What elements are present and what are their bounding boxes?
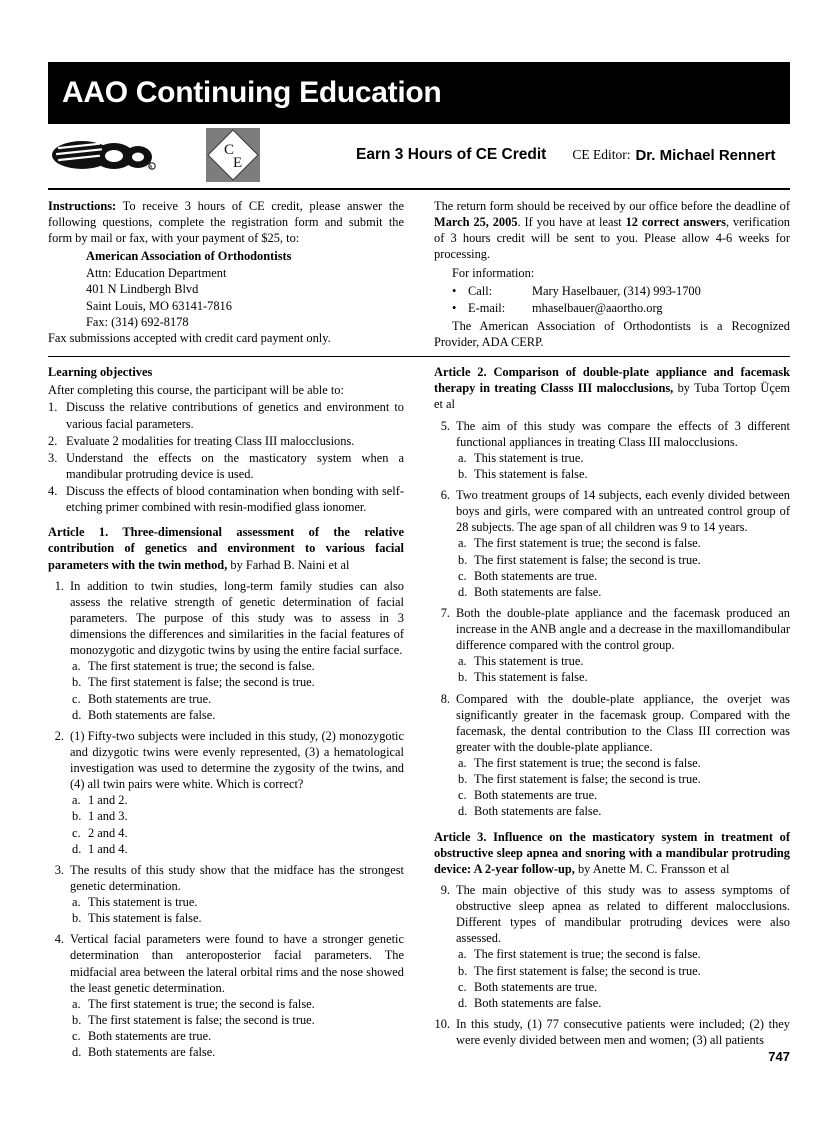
contact-value: Mary Haselbauer, (314) 993-1700 [532,283,701,298]
option-letter: b. [72,1012,82,1027]
right-column [434,364,790,1060]
returnform-column [434,198,790,350]
question-item [48,862,404,927]
svg-text:R: R [149,165,153,171]
bullet-icon: • [452,300,457,315]
objective-text: Understand the effects on the masticatory system when a mandibular protruding device is used. [66,450,404,481]
article-title-bold: Article 1. Three-dimensional assessment of the relative contribution of genetics and environment to various facial parameters with the twin method, [48,525,404,572]
option-letter: a. [72,895,81,909]
address-line: Saint Louis, MO 63141-7816 [86,298,232,313]
answer-option[interactable] [456,568,790,584]
option-letter: c. [72,825,81,840]
option-letter: c. [458,788,467,803]
option-letter: a. [72,659,81,674]
list-item [452,300,790,316]
answer-option[interactable] [456,803,790,819]
option-letter: c. [458,568,467,583]
answer-option[interactable] [70,1044,404,1060]
option-text: The first statement is true; the second is false. [88,996,315,1011]
question-number: 8. [440,691,450,706]
question-number: 10. [434,1016,450,1031]
answer-option[interactable] [70,1028,404,1044]
question-text: Compared with the double-plate appliance, the overjet was significantly greater in the facemask group. Compared with the facemask, the dental contribution to the Class III correction was greater with the double-plate appliance. [456,691,790,754]
question-number: 3. [54,862,64,877]
option-letter: d. [458,995,468,1010]
option-text: Both statements are false. [88,707,216,722]
list-item: 1. Discuss the relative contributions of genetics and environment to various facial parameters. [48,400,404,431]
article-2-title [434,364,790,412]
option-letter: b. [72,675,82,690]
page-content [48,62,790,1060]
question-item [434,691,790,820]
answer-option[interactable] [70,691,404,707]
section-divider [48,356,790,357]
question-number: 5. [440,418,450,433]
answer-option[interactable] [456,653,790,669]
answer-option[interactable] [456,979,790,995]
option-letter: d. [72,841,82,856]
question-text: The main objective of this study was to assess symptoms of obstructive sleep apnea as related to different malocclusions. Different types of mandibular protruding devices were also assessed. [456,882,790,946]
answer-option[interactable] [456,535,790,551]
option-text: This statement is true. [474,654,584,669]
aao-logo-icon [52,135,156,175]
question-text: The results of this study show that the midface has the strongest genetic determination. [70,862,404,893]
option-text: The first statement is true; the second is false. [474,536,701,551]
answer-option[interactable] [456,771,790,787]
option-text: The first statement is false; the second is true. [88,1012,315,1027]
contact-list [434,283,790,316]
option-text: The first statement is false; the second is true. [474,963,701,978]
answer-option[interactable] [70,792,404,808]
article-authors: by Farhad B. Naini et al [227,557,350,572]
answer-option[interactable] [70,1012,404,1028]
question-number: 4. [54,932,64,947]
fax-footnote: Fax submissions accepted with credit card payment only. [48,331,331,346]
question-text: The aim of this study was compare the effects of 3 different functional appliances in treating Class III malocclusions. [456,418,790,449]
return-correct-count: 12 correct answers [625,215,726,230]
answer-option[interactable] [70,910,404,926]
bullet-icon: • [452,283,457,298]
return-form-paragraph [434,198,790,263]
question-text: (1) Fifty-two subjects were included in this study, (2) monozygotic and dizygotic twins were evenly represented, (3) a hematological investigation was used to determine the zygosity of the twins, and (4) all twin pairs were white. Which is correct? [70,728,404,792]
ce-editor-label: CE Editor: [572,147,631,162]
option-letter: a. [458,450,467,465]
question-number: 9. [440,882,450,897]
answer-option[interactable] [456,755,790,771]
question-item [434,418,790,483]
objective-text: Evaluate 2 modalities for treating Class III malocclusions. [66,433,355,448]
answer-option[interactable] [456,787,790,803]
list-item: 3. Understand the effects on the masticatory system when a mandibular protruding device is used. [48,450,404,481]
question-number: 1. [54,578,64,593]
option-text: 1 and 4. [88,841,128,856]
option-text: Both statements are false. [474,584,602,599]
answer-option[interactable] [70,894,404,910]
return-part1: The return form should be received by our office before the deadline of [434,199,790,213]
question-text: Vertical facial parameters were found to have a stronger genetic determination than anteroposterior facial parameters. The midfacial area between the lateral orbital rims and the nose showed the least genetic determination. [70,932,404,995]
answer-option[interactable] [70,996,404,1012]
address-org: American Association of Orthodontists [86,249,292,264]
objective-text: Discuss the effects of blood contamination when bonding with self-etching primer combined with resin-modified glass ionomer. [66,484,404,515]
option-text: 1 and 3. [88,809,128,824]
earn-credit-text: Earn 3 Hours of CE Credit [356,146,547,163]
option-letter: c. [458,979,467,994]
option-text: Both statements are true. [474,979,598,994]
option-letter: c. [72,1029,81,1043]
question-text: In addition to twin studies, long-term family studies can also assess the relative strength of genetic determination of facial parameters. The purpose of this study was to assess in 3 dimensions the differences and similarities in the facial features of monozygotic and dizygotic twins by using the entire facial surface. [70,578,404,658]
option-letter: c. [72,691,81,706]
objective-text: Discuss the relative contributions of genetics and environment to various facial parameters. [66,400,404,431]
answer-option[interactable] [70,808,404,824]
answer-option[interactable] [70,825,404,841]
option-letter: d. [458,584,468,599]
answer-option[interactable] [456,584,790,600]
article-3-title [434,829,790,877]
question-text: Two treatment groups of 14 subjects, each evenly divided between boys and girls, were compared with an untreated control group of 28 subjects. The age span of all children was 9 to 14 years. [456,488,790,535]
learning-objectives-list [48,399,404,515]
question-text: In this study, (1) 77 consecutive patients were included; (2) they were evenly divided between men and women; (3) all patients [456,1016,790,1047]
option-text: 2 and 4. [88,825,128,840]
option-letter: a. [458,756,467,770]
question-number: 6. [440,488,450,502]
return-deadline: March 25, 2005 [434,215,518,230]
option-text: The first statement is false; the second is true. [474,552,701,567]
question-item [434,487,790,600]
list-item: 2. Evaluate 2 modalities for treating Class III malocclusions. [48,433,404,449]
answer-option[interactable] [456,946,790,962]
option-text: This statement is true. [474,450,584,465]
option-text: The first statement is true; the second is false. [88,659,315,674]
for-information-label: For information: [452,265,535,280]
contact-label: Call: [468,283,493,298]
question-item [434,882,790,1011]
option-letter: a. [72,793,81,808]
masthead-banner [48,62,790,124]
main-columns [48,364,790,1060]
option-text: Both statements are true. [88,1029,212,1043]
question-item [48,931,404,1060]
question-text: Both the double-plate appliance and the facemask produced an increase in the ANB angle and a decrease in the maxillomandibular difference compared with the control group. [456,605,790,653]
option-letter: b. [72,809,82,824]
question-item [434,605,790,686]
option-text: Both statements are false. [474,995,602,1010]
answer-option[interactable] [456,669,790,685]
top-columns [48,198,790,350]
option-text: This statement is false. [474,466,588,481]
instructions-column [48,198,404,350]
contact-value: mhaselbauer@aaortho.org [532,300,663,315]
option-letter: a. [72,996,81,1011]
option-letter: b. [458,466,468,481]
question-item [48,578,404,723]
option-text: This statement is true. [88,895,198,909]
ce-letter-e: E [233,155,243,171]
aao-logo-svg [52,135,156,175]
address-line: 401 N Lindbergh Blvd [86,282,199,297]
option-text: Both statements are true. [474,568,598,583]
option-letter: b. [458,772,468,787]
ce-diamond-svg [202,124,264,186]
answer-option[interactable] [70,841,404,857]
option-letter: d. [72,1045,82,1060]
answer-option[interactable] [456,466,790,482]
option-text: The first statement is true; the second is false. [474,947,701,962]
option-text: Both statements are false. [474,804,602,819]
answer-option[interactable] [456,963,790,979]
option-letter: d. [458,804,468,819]
option-text: This statement is false. [88,911,202,926]
answer-option[interactable] [70,658,404,674]
answer-option[interactable] [70,674,404,690]
option-letter: a. [458,947,467,962]
article-1-title [48,524,404,572]
ce-letter-c: C [224,142,235,158]
learning-objectives-intro: After completing this course, the participant will be able to: [48,383,344,398]
instructions-label: Instructions: [48,199,117,213]
question-number: 7. [440,605,450,620]
option-letter: b. [458,670,468,685]
option-text: Both statements are true. [88,691,212,706]
logo-band [48,124,790,190]
contact-label: E-mail: [468,300,506,315]
instructions-text: To receive 3 hours of CE credit, please answer the following questions, complete the registration form and submit the form by mail or fax, with your payment of $25, to: [48,199,404,246]
option-letter: d. [72,707,82,722]
option-text: Both statements are false. [88,1045,216,1060]
option-text: The first statement is false; the second is true. [88,675,315,690]
article-authors: by Anette M. C. Fransson et al [574,861,730,876]
article-authors: by Tuba Tortop Üçem et al [434,381,790,412]
answer-option[interactable] [70,707,404,723]
list-item [452,283,790,299]
instructions-paragraph [48,198,404,246]
article-title-bold: Article 2. Comparison of double-plate appliance and facemask therapy in treating Classs III malocclusions, [434,365,790,396]
return-part3: , verification of 3 hours credit will be sent to you. Please allow 4-6 weeks for processing. [434,215,791,262]
learning-objectives-heading: Learning objectives [48,365,153,380]
option-letter: b. [458,963,468,978]
option-text: 1 and 2. [88,793,128,808]
address-line: Fax: (314) 692-8178 [86,314,189,329]
question-number: 2. [54,728,64,743]
question-item [48,728,404,857]
option-text: The first statement is false; the second is true. [474,772,701,787]
option-text: Both statements are true. [474,788,598,803]
page-title: AAO Continuing Education [62,76,442,109]
return-part2: . If you have at least [517,215,626,230]
option-letter: b. [72,911,82,926]
mailing-address [86,248,404,330]
option-letter: a. [458,654,467,669]
recognized-provider-text: The American Association of Orthodontists is a Recognized Provider, ADA CERP. [434,318,790,349]
ce-credit-icon [202,124,264,186]
page-number: 747 [768,1049,790,1064]
question-item [434,1016,790,1048]
option-text: The first statement is true; the second is false. [474,756,701,770]
answer-option[interactable] [456,450,790,466]
address-line: Attn: Education Department [86,265,227,280]
ce-editor-name: Dr. Michael Rennert [635,146,776,164]
left-column [48,364,404,1060]
option-letter: b. [458,552,468,567]
option-letter: a. [458,536,467,551]
answer-option[interactable] [456,995,790,1011]
article-title-bold: Article 3. Influence on the masticatory system in treatment of obstructive sleep apnea and snoring with a mandibular protruding device: A 2-year follow-up, [434,829,790,876]
list-item: 4. Discuss the effects of blood contamination when bonding with self-etching primer combined with resin-modified glass ionomer. [48,484,404,515]
answer-option[interactable] [456,552,790,568]
option-text: This statement is false. [474,670,588,685]
